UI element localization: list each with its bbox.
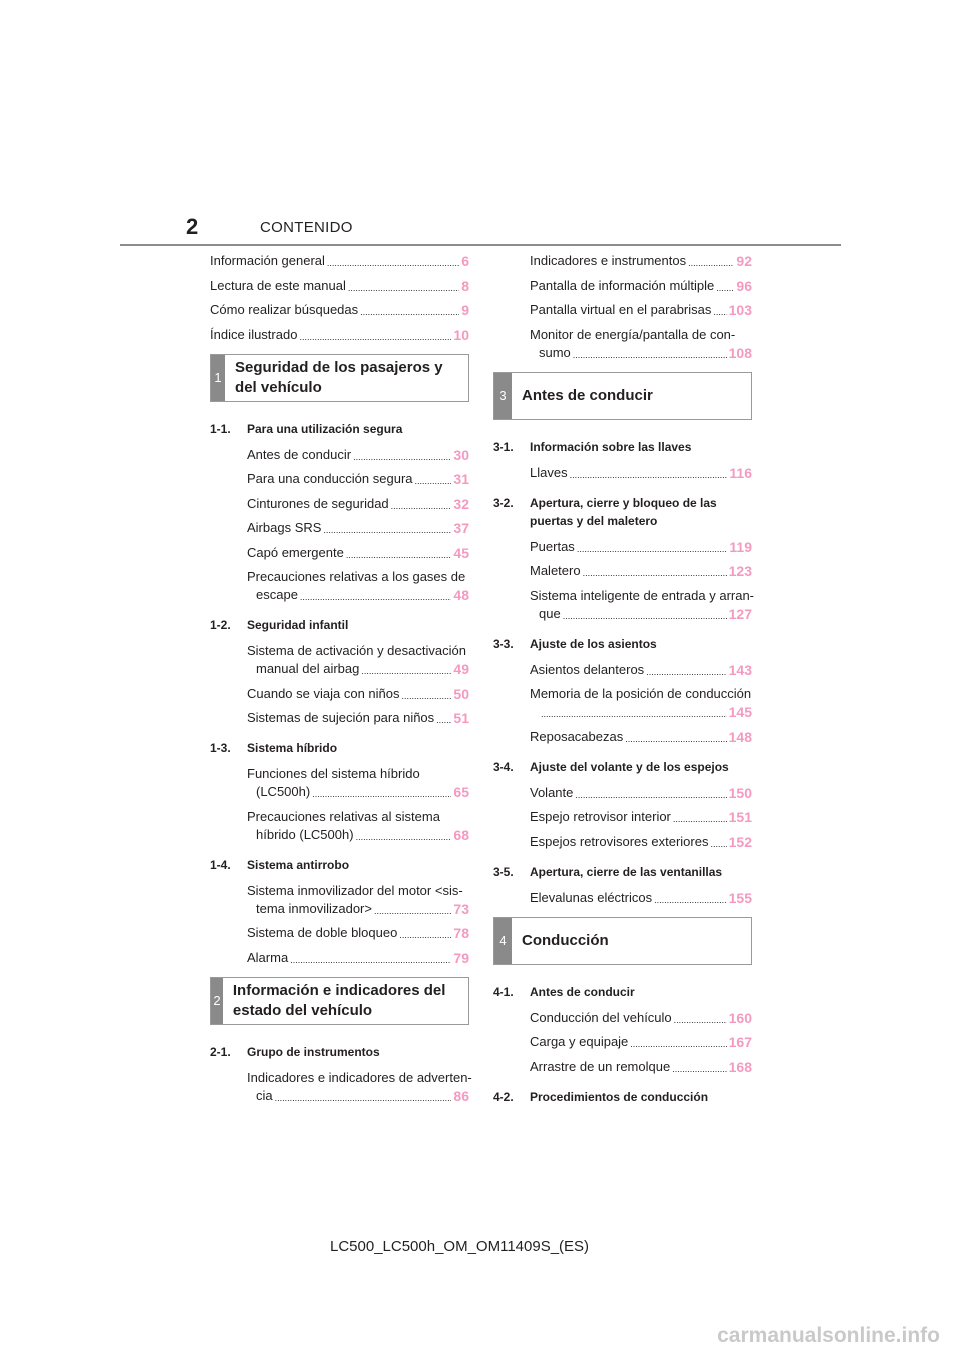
toc-page-number[interactable]: 116 bbox=[729, 464, 752, 481]
toc-page-number[interactable]: 37 bbox=[453, 520, 469, 536]
toc-item-title-cont: manual del airbag bbox=[256, 661, 360, 676]
toc-item-title-cont: escape bbox=[256, 587, 298, 602]
toc-item-wrapped[interactable] bbox=[493, 587, 755, 623]
subsection-heading[interactable] bbox=[493, 438, 752, 456]
dot-leader bbox=[374, 904, 451, 918]
toc-item-title-cont: tema inmovilizador> bbox=[256, 900, 372, 916]
toc-item-title: Pantalla virtual en el parabrisas bbox=[530, 302, 712, 317]
page-number: 2 bbox=[186, 214, 199, 239]
toc-item[interactable] bbox=[210, 326, 469, 344]
toc-page-number[interactable]: 31 bbox=[453, 471, 469, 487]
toc-left-column bbox=[210, 252, 472, 1111]
toc-item[interactable] bbox=[210, 519, 469, 537]
toc-item-title: Conducción del vehículo bbox=[530, 1009, 672, 1025]
toc-items bbox=[493, 464, 752, 482]
toc-item[interactable] bbox=[493, 1058, 752, 1076]
dot-leader bbox=[356, 830, 452, 844]
toc-item[interactable] bbox=[210, 544, 469, 562]
toc-item-title: Airbags SRS bbox=[247, 520, 322, 535]
toc-item-title-cont: que bbox=[539, 605, 561, 621]
toc-page-number[interactable]: 8 bbox=[461, 277, 469, 294]
subsection-title: Sistema antirrobo bbox=[247, 857, 350, 872]
toc-item-title-cont: (LC500h) bbox=[256, 784, 311, 799]
toc-item-title: Índice ilustrado bbox=[210, 326, 298, 342]
subsection-heading[interactable] bbox=[210, 420, 469, 438]
dot-leader bbox=[654, 893, 727, 907]
section-3-header[interactable] bbox=[493, 372, 752, 420]
dot-leader bbox=[353, 450, 451, 464]
subsection-heading[interactable] bbox=[210, 1043, 469, 1061]
section-number-tab: 1 bbox=[211, 355, 225, 401]
toc-page-number[interactable]: 145 bbox=[728, 704, 752, 720]
toc-item-continuation bbox=[247, 586, 469, 604]
subsection-title: Ajuste del volante y de los espejos bbox=[530, 759, 729, 774]
subsection-title: Información sobre las llaves bbox=[530, 439, 692, 454]
dot-leader bbox=[625, 732, 726, 746]
toc-page-number[interactable]: 160 bbox=[728, 1009, 752, 1026]
dot-leader bbox=[577, 542, 728, 556]
subsection-heading[interactable] bbox=[493, 1088, 752, 1106]
subsection-number: 3-5. bbox=[493, 864, 514, 879]
subsection-heading[interactable] bbox=[493, 494, 752, 530]
toc-item-title: Sistemas de sujeción para niños bbox=[247, 710, 435, 725]
toc-page-number[interactable]: 151 bbox=[728, 809, 752, 825]
toc-item[interactable] bbox=[210, 924, 469, 942]
dot-leader bbox=[573, 348, 727, 362]
toc-page-number[interactable]: 68 bbox=[453, 826, 469, 843]
subsection-title: Procedimientos de conducción bbox=[530, 1089, 709, 1104]
toc-item-title: Precauciones relativas a los gases de bbox=[247, 569, 466, 584]
toc-page-number[interactable]: 51 bbox=[453, 710, 469, 726]
subsection-number: 3-2. bbox=[493, 495, 514, 510]
dot-leader bbox=[713, 305, 726, 319]
subsection-title: Apertura, cierre y bloqueo de las puertas y del maletero bbox=[530, 495, 717, 528]
subsection-heading[interactable] bbox=[210, 856, 469, 874]
toc-item[interactable] bbox=[493, 728, 752, 746]
dot-leader bbox=[327, 256, 459, 270]
section-4-header[interactable] bbox=[493, 917, 752, 965]
toc-item[interactable] bbox=[493, 889, 752, 907]
toc-item-title: Volante bbox=[530, 784, 574, 800]
toc-page-number[interactable]: 49 bbox=[453, 661, 469, 677]
toc-item[interactable] bbox=[210, 495, 469, 513]
subsection-title: Apertura, cierre de las ventanillas bbox=[530, 864, 723, 879]
toc-page-number[interactable]: 45 bbox=[453, 544, 469, 561]
toc-item-title: Lectura de este manual bbox=[210, 277, 346, 293]
subsection-heading[interactable] bbox=[210, 616, 469, 634]
toc-item[interactable] bbox=[493, 808, 752, 826]
toc-item-continuation bbox=[530, 605, 752, 623]
toc-item-title-cont: cia bbox=[256, 1087, 273, 1103]
toc-item-title: Llaves bbox=[530, 464, 568, 480]
section-title: Conducción bbox=[522, 931, 609, 949]
toc-items bbox=[493, 784, 752, 851]
toc-items bbox=[493, 889, 752, 907]
toc-item-title: Carga y equipaje bbox=[530, 1034, 629, 1049]
section-number-tab: 4 bbox=[494, 918, 512, 964]
toc-page-number[interactable]: 48 bbox=[453, 587, 469, 603]
dot-leader bbox=[630, 1037, 726, 1051]
toc-item-continuation bbox=[247, 900, 469, 918]
toc-item-wrapped[interactable] bbox=[210, 1069, 472, 1105]
toc-item[interactable] bbox=[493, 277, 752, 295]
subsection-number: 4-2. bbox=[493, 1089, 514, 1104]
toc-page-number[interactable]: 155 bbox=[728, 889, 752, 906]
toc-page-number[interactable]: 148 bbox=[728, 728, 752, 745]
section-1-header[interactable] bbox=[210, 354, 469, 402]
subsection-number: 2-1. bbox=[210, 1044, 231, 1059]
subsection-number: 3-1. bbox=[493, 439, 514, 454]
dot-leader bbox=[290, 953, 451, 967]
toc-items bbox=[493, 661, 752, 679]
toc-item[interactable] bbox=[210, 301, 469, 319]
toc-item-title: Antes de conducir bbox=[247, 446, 352, 462]
dot-leader bbox=[348, 281, 459, 295]
dot-leader bbox=[415, 474, 452, 488]
toc-item-wrapped[interactable] bbox=[210, 642, 469, 678]
dot-leader bbox=[674, 1013, 727, 1027]
document-code: LC500_LC500h_OM_OM11409S_(ES) bbox=[330, 1238, 590, 1255]
watermark: carmanualsonline.info bbox=[717, 1324, 940, 1347]
subsection-number: 1-1. bbox=[210, 421, 231, 436]
dot-leader bbox=[391, 499, 452, 513]
toc-items bbox=[210, 924, 469, 967]
toc-item[interactable] bbox=[493, 1009, 752, 1027]
toc-item[interactable] bbox=[493, 1033, 752, 1051]
dot-leader bbox=[673, 812, 727, 826]
toc-item-title: Cuando se viaja con niños bbox=[247, 685, 400, 701]
toc-item-title: Reposacabezas bbox=[530, 728, 624, 744]
toc-page-number[interactable]: 10 bbox=[453, 326, 469, 343]
toc-item-title: Información general bbox=[210, 253, 325, 268]
subsection-title: Ajuste de los asientos bbox=[530, 636, 657, 651]
section-title: Información e indicadores del estado del vehículo bbox=[232, 981, 446, 1019]
toc-item-continuation bbox=[247, 783, 469, 801]
toc-item-title: Precauciones relativas al sistema bbox=[247, 808, 440, 824]
toc-items bbox=[493, 538, 752, 581]
section-title: Seguridad de los pasajeros y del vehículo bbox=[235, 358, 443, 396]
toc-item-title: Arrastre de un remolque bbox=[530, 1058, 671, 1074]
subsection-number: 3-4. bbox=[493, 759, 514, 774]
toc-page-number[interactable]: 96 bbox=[736, 277, 752, 294]
toc-page-number[interactable]: 152 bbox=[728, 833, 752, 850]
toc-item-title: Asientos delanteros bbox=[530, 661, 645, 677]
subsection-number: 3-3. bbox=[493, 636, 514, 651]
toc-item-wrapped[interactable] bbox=[210, 808, 469, 844]
toc-page-number[interactable]: 79 bbox=[453, 949, 469, 966]
toc-page-number[interactable]: 150 bbox=[728, 784, 752, 801]
subsection-heading[interactable] bbox=[493, 863, 752, 881]
toc-page-number[interactable]: 92 bbox=[736, 253, 752, 269]
toc-page-number[interactable]: 123 bbox=[728, 563, 752, 579]
subsection-number: 1-2. bbox=[210, 618, 231, 632]
page-title: CONTENIDO bbox=[260, 219, 353, 236]
toc-item[interactable] bbox=[210, 949, 469, 967]
toc-item[interactable] bbox=[493, 562, 752, 580]
toc-item[interactable] bbox=[493, 833, 752, 851]
toc-item-title: Capó emergente bbox=[247, 544, 344, 560]
dot-leader bbox=[361, 664, 451, 678]
toc-item[interactable] bbox=[210, 446, 469, 464]
toc-items bbox=[210, 685, 469, 728]
toc-item-title: Sistema inmovilizador del motor <sis- bbox=[247, 882, 463, 898]
toc-item-title: Puertas bbox=[530, 538, 575, 554]
toc-page-number[interactable]: 127 bbox=[728, 605, 752, 622]
toc-item-title: Alarma bbox=[247, 949, 289, 965]
toc-page-number[interactable]: 143 bbox=[728, 661, 752, 678]
intro-list bbox=[210, 252, 469, 344]
subsection-number: 1-4. bbox=[210, 857, 231, 872]
section-number-tab: 3 bbox=[494, 373, 512, 419]
section-number-tab: 2 bbox=[211, 978, 223, 1024]
toc-item-title: Para una conducción segura bbox=[247, 471, 413, 486]
dot-leader bbox=[710, 837, 726, 851]
toc-item-title: Pantalla de información múltiple bbox=[530, 277, 715, 293]
toc-item-title: Indicadores e indicadores de adverten- bbox=[247, 1069, 472, 1085]
toc-item[interactable] bbox=[493, 301, 752, 319]
toc-item-title: Sistema de activación y desactivación bbox=[247, 643, 466, 658]
subsection-heading[interactable] bbox=[210, 739, 469, 757]
dot-leader bbox=[716, 281, 734, 295]
dot-leader bbox=[583, 566, 727, 580]
toc-item-title: Sistema inteligente de entrada y arran- bbox=[530, 587, 755, 603]
toc-page-number[interactable]: 168 bbox=[728, 1058, 752, 1075]
toc-item-continuation bbox=[247, 1087, 469, 1105]
subsection-title: Antes de conducir bbox=[530, 984, 635, 999]
toc-right-column bbox=[493, 252, 755, 1114]
dot-leader bbox=[646, 665, 726, 679]
toc-item-title: Maletero bbox=[530, 563, 581, 578]
toc-item-title: Indicadores e instrumentos bbox=[530, 253, 687, 268]
toc-item-title-cont: híbrido (LC500h) bbox=[256, 826, 354, 842]
toc-page-number[interactable]: 78 bbox=[453, 925, 469, 941]
subsection-title: Seguridad infantil bbox=[247, 618, 349, 632]
dot-leader bbox=[275, 1091, 452, 1105]
dot-leader bbox=[402, 689, 452, 703]
toc-item[interactable] bbox=[493, 252, 752, 270]
dot-leader bbox=[563, 609, 727, 623]
toc-page-number[interactable]: 119 bbox=[729, 538, 752, 555]
toc-item[interactable] bbox=[210, 709, 469, 727]
subsection-title: Para una utilización segura bbox=[247, 421, 403, 436]
section-title: Antes de conducir bbox=[522, 386, 653, 404]
toc-item-title: Cómo realizar búsquedas bbox=[210, 302, 359, 317]
dot-leader bbox=[436, 713, 451, 727]
dot-leader bbox=[299, 330, 451, 344]
toc-item-continuation bbox=[247, 826, 469, 844]
toc-item[interactable] bbox=[210, 685, 469, 703]
dot-leader bbox=[300, 590, 452, 604]
toc-item-wrapped[interactable] bbox=[210, 882, 469, 918]
toc-items bbox=[493, 1009, 752, 1076]
toc-item-continuation bbox=[247, 660, 469, 678]
toc-item[interactable] bbox=[210, 252, 469, 270]
toc-item-wrapped[interactable] bbox=[210, 568, 469, 604]
toc-item[interactable] bbox=[493, 538, 752, 556]
toc-item-title: Sistema de doble bloqueo bbox=[247, 925, 398, 940]
toc-item-wrapped[interactable] bbox=[210, 765, 469, 801]
toc-item[interactable] bbox=[210, 277, 469, 295]
toc-item-title: Memoria de la posición de conducción bbox=[530, 686, 752, 701]
subsection-title: Sistema híbrido bbox=[247, 741, 338, 755]
dot-leader bbox=[570, 468, 728, 482]
subsection-heading[interactable] bbox=[493, 635, 752, 653]
subsection-heading[interactable] bbox=[493, 983, 752, 1001]
dot-leader bbox=[399, 928, 451, 942]
dot-leader bbox=[360, 305, 459, 319]
toc-item-wrapped[interactable] bbox=[493, 326, 752, 362]
toc-item-title: Monitor de energía/pantalla de con- bbox=[530, 326, 736, 342]
toc-page-number[interactable]: 32 bbox=[453, 495, 469, 512]
dot-leader bbox=[346, 548, 452, 562]
toc-item[interactable] bbox=[493, 464, 752, 482]
header-divider bbox=[120, 244, 841, 246]
toc-item-continuation bbox=[530, 703, 752, 721]
toc-item-title-cont: sumo bbox=[539, 344, 571, 360]
toc-page-number[interactable]: 9 bbox=[461, 302, 469, 318]
dot-leader bbox=[323, 523, 451, 537]
toc-item-title: Espejo retrovisor interior bbox=[530, 809, 671, 824]
toc-page-number[interactable]: 65 bbox=[453, 784, 469, 800]
dot-leader bbox=[575, 788, 726, 802]
toc-page-number[interactable]: 86 bbox=[453, 1087, 469, 1104]
toc-items bbox=[493, 252, 752, 319]
toc-page-number[interactable]: 6 bbox=[461, 253, 469, 269]
dot-leader bbox=[312, 787, 451, 801]
toc-page-number[interactable]: 103 bbox=[728, 302, 752, 318]
toc-item[interactable] bbox=[493, 661, 752, 679]
dot-leader bbox=[688, 256, 734, 270]
toc-item-title: Funciones del sistema híbrido bbox=[247, 766, 420, 781]
toc-item-continuation bbox=[530, 344, 752, 362]
dot-leader bbox=[541, 707, 727, 721]
toc-page-number[interactable]: 50 bbox=[453, 685, 469, 702]
toc-page-number[interactable]: 167 bbox=[728, 1034, 752, 1050]
toc-page-number[interactable]: 30 bbox=[453, 446, 469, 463]
toc-items bbox=[210, 446, 469, 562]
subsection-title: Grupo de instrumentos bbox=[247, 1044, 380, 1059]
toc-items bbox=[493, 728, 752, 746]
subsection-heading[interactable] bbox=[493, 758, 752, 776]
toc-item[interactable] bbox=[493, 784, 752, 802]
subsection-number: 4-1. bbox=[493, 984, 514, 999]
dot-leader bbox=[672, 1062, 726, 1076]
toc-page-number[interactable]: 73 bbox=[453, 900, 469, 917]
toc-item[interactable] bbox=[210, 470, 469, 488]
toc-item-title: Elevalunas eléctricos bbox=[530, 889, 653, 905]
subsection-number: 1-3. bbox=[210, 741, 231, 755]
toc-page-number[interactable]: 108 bbox=[728, 344, 752, 361]
toc-item-title: Espejos retrovisores exteriores bbox=[530, 833, 709, 849]
section-2-header[interactable] bbox=[210, 977, 469, 1025]
toc-item-wrapped[interactable] bbox=[493, 685, 752, 721]
toc-item-title: Cinturones de seguridad bbox=[247, 495, 389, 511]
